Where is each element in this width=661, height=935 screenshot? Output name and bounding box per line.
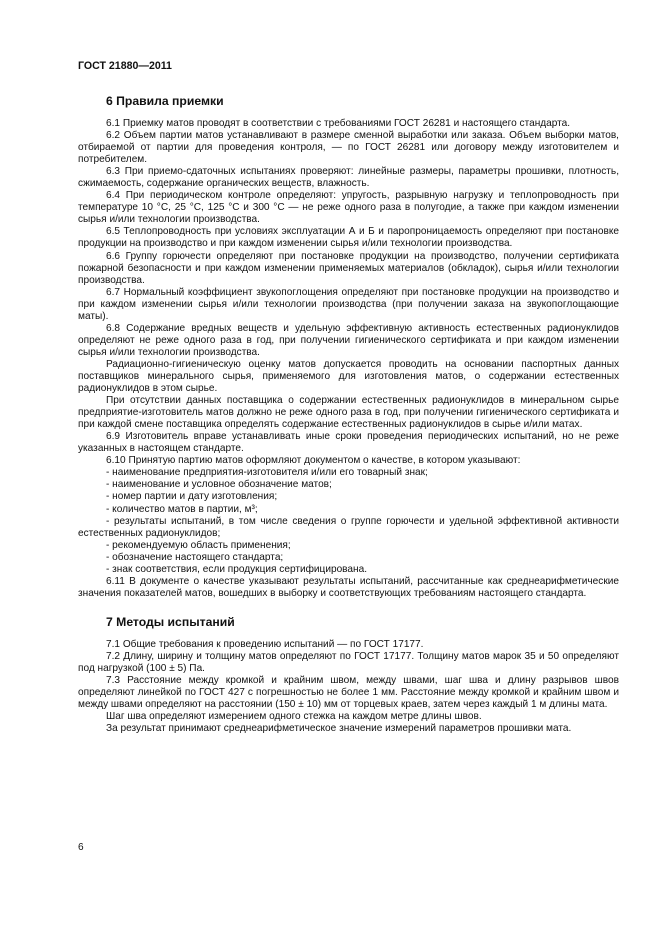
paragraph-6-8-no-supplier-data: При отсутствии данных поставщика о содержании естественных радионуклидов в минеральном сырье предприятие-изготовитель матов должно не реже одного раза в год, при получении гигиенического сертификата и при каждой смене поставщика определять содержание естественных радионуклидов в сырье и/или матах.	[78, 395, 619, 431]
paragraph-6-10: 6.10 Принятую партию матов оформляют документом о качестве, в котором указывают:	[106, 455, 521, 467]
list-item: - рекомендуемую область применения;	[106, 539, 291, 551]
paragraph-7-1: 7.1 Общие требования к проведению испытаний — по ГОСТ 17177.	[106, 638, 424, 650]
list-item: - наименование и условное обозначение матов;	[106, 479, 332, 491]
section-6-title: 6 Правила приемки	[106, 94, 224, 108]
paragraph-6-6: 6.6 Группу горючести определяют при постановке продукции на производство, получении сертификата пожарной безопасности и при каждом изменении применяемых материалов (обкладок), сырья и/или технологии производства.	[78, 250, 619, 286]
paragraph-6-5: 6.5 Теплопроводность при условиях эксплуатации А и Б и паропроницаемость определяют при постановке продукции на производство и при каждом изменении сырья и/или технологии производства.	[78, 226, 619, 250]
document-code: ГОСТ 21880—2011	[78, 60, 172, 72]
paragraph-6-3: 6.3 При приемо-сдаточных испытаниях проверяют: линейные размеры, параметры прошивки, плотность, сжимаемость, содержание органических веществ, влажность.	[78, 166, 619, 190]
page-number: 6	[78, 842, 84, 853]
paragraph-6-8-radiation-assessment: Радиационно-гигиеническую оценку матов допускается проводить на основании паспортных данных поставщиков минерального сырья, применяемого для изготовления матов, о содержании естественных радионуклидов в этом сырье.	[78, 358, 619, 395]
list-item: - результаты испытаний, в том числе сведения о группе горючести и удельной эффективной активности естественных радионуклидов;	[78, 515, 619, 539]
paragraph-6-2: 6.2 Объем партии матов устанавливают в размере сменной выработки или заказа. Объем выборки матов, отбираемой от партии для проведения контроля, — по ГОСТ 26281 или договору между изготовителем и потребителем.	[78, 130, 619, 166]
list-item: - знак соответствия, если продукция сертифицирована.	[106, 563, 368, 575]
paragraph-6-7: 6.7 Нормальный коэффициент звукопоглощения определяют при постановке продукции на производство и при каждом изменении сырья и/или технологии производства (при получении заказа на звукопоглощающие маты).	[78, 286, 619, 322]
paragraph-6-4: 6.4 При периодическом контроле определяют: упругость, разрывную нагрузку и теплопроводность при температуре 10 °С, 25 °С, 125 °С и 300 °С — не реже одного раза в полугодие, а также при каждом изменении сырья и/или технологии производства.	[78, 190, 619, 226]
paragraph-7-3-result: За результат принимают среднеарифметическое значение измерений параметров прошивки мата.	[106, 723, 572, 735]
section-7-title: 7 Методы испытаний	[106, 614, 235, 629]
paragraph-6-1: 6.1 Приемку матов проводят в соответствии с требованиями ГОСТ 26281 и настоящего стандарта.	[106, 118, 571, 129]
list-item: - обозначение настоящего стандарта;	[106, 551, 284, 563]
paragraph-6-11: 6.11 В документе о качестве указывают результаты испытаний, рассчитанные как среднеарифметические значения показателей матов, вошедших в выборку и соответствующих требованиям настоящего стандарта.	[78, 575, 619, 599]
list-item: - наименование предприятия-изготовителя и/или его товарный знак;	[106, 467, 428, 479]
paragraph-6-8: 6.8 Содержание вредных веществ и удельную эффективную активность естественных радионуклидов определяют не реже одного раза в год, при получении гигиенического сертификата и при каждом изменении сырья и/или технологии производства.	[78, 322, 619, 358]
paragraph-7-2: 7.2 Длину, ширину и толщину матов определяют по ГОСТ 17177. Толщину матов марок 35 и 50 определяют под нагрузкой (100 ± 5) Па.	[78, 650, 619, 674]
paragraph-7-3: 7.3 Расстояние между кромкой и крайним швом, между швами, шаг шва и длину разрывов швов определяют линейкой по ГОСТ 427 с погрешностью не более 1 мм. Расстояние между кромкой и крайним швом и между швами определяют на расстоянии (150 ± 10) мм от торцевых краев, затем через каждый 1 м длины мата.	[78, 675, 619, 711]
quality-document-list	[78, 467, 619, 575]
list-item: - количество матов в партии, м³;	[106, 503, 258, 515]
paragraph-7-3-stitch-step: Шаг шва определяют измерением одного стежка на каждом метре длины швов.	[106, 711, 482, 723]
paragraph-6-9: 6.9 Изготовитель вправе устанавливать иные сроки проведения периодических испытаний, но не реже указанных в настоящем стандарте.	[78, 431, 619, 455]
list-item: - номер партии и дату изготовления;	[106, 491, 278, 503]
